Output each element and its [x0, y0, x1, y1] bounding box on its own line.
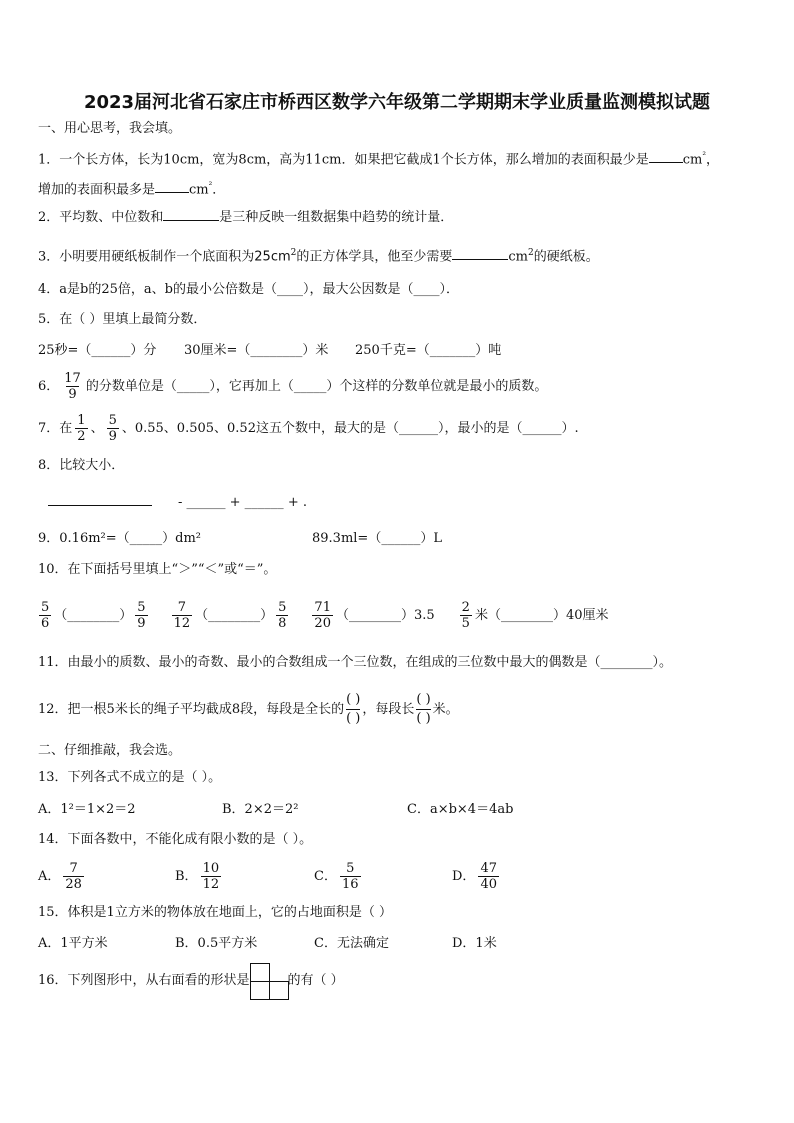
- question-9-item-a: 9．0.16m²=（_____）dm²: [38, 531, 202, 546]
- option-d[interactable]: D． $\frac{47}{40}$: [452, 861, 497, 892]
- fraction-blank[interactable]: ( ) ( ): [416, 692, 431, 726]
- question-13: 13．下列各式不成立的是（ ）。: [38, 770, 222, 785]
- question-3: 3．小明要用硬纸板制作一个底面积为$25cm^2$的正方体学具，他至少需要 $cm^2$的硬纸板。: [38, 248, 599, 265]
- fraction-blank[interactable]: ( ) ( ): [346, 692, 361, 726]
- option-b[interactable]: B．0.5平方米: [175, 936, 258, 951]
- fraction: $\frac{17}{9}$: [64, 371, 81, 402]
- option-a[interactable]: A．1平方米: [38, 936, 108, 951]
- comparison-item: $\frac{2}{5}$ 米（________）40厘米: [461, 600, 609, 631]
- option-a[interactable]: A．1²＝1×2＝2: [38, 802, 136, 817]
- question-1-line-1: 1．一个长方体，长为10cm，宽为8cm，高为11cm．如果把它截成1个长方体，那么增加的表面积最少是 $cm^{^2}$，: [38, 151, 719, 168]
- comparison-item: $\frac{7}{12}$ （________） $\frac{5}{8}$: [173, 600, 287, 631]
- question-6: 6． $\frac{17}{9}$ 的分数单位是（_____），它再加上（_____）个这样的分数单位就是最小的质数。: [38, 371, 548, 402]
- option-b[interactable]: B．2×2＝2²: [222, 802, 299, 817]
- question-8: 8．比较大小．: [38, 458, 125, 473]
- question-10: 10．在下面括号里填上“＞”“＜”或“＝”。: [38, 562, 277, 577]
- question-2: 2．平均数、中位数和 是三种反映一组数据集中趋势的统计量．: [38, 207, 453, 227]
- question-14: 14．下面各数中，不能化成有限小数的是（ ）。: [38, 832, 313, 847]
- option-c[interactable]: C．无法确定: [314, 936, 389, 951]
- question-8-comparison: - ______ + ______ + .: [48, 492, 307, 512]
- answer-blank[interactable]: [452, 246, 508, 260]
- option-c[interactable]: C．a×b×4＝4ab: [407, 802, 514, 817]
- question-5-item-a: 25秒=（______）分: [38, 343, 157, 358]
- comparison-item: $\frac{5}{6}$ （________） $\frac{5}{9}$: [41, 600, 146, 631]
- answer-blank[interactable]: [155, 179, 189, 193]
- question-5-item-c: 250千克=（_______）吨: [355, 343, 502, 358]
- section-1-heading: 一、用心思考，我会填。: [38, 121, 182, 136]
- question-12: 12．把一根5米长的绳子平均截成8段，每段是全长的 ( ) ( ) ，每段长 ( ) ( ) 米。: [38, 692, 459, 726]
- question-16: 16．下列图形中，从右面看的形状是 的有（ ）: [38, 962, 344, 1000]
- answer-blank[interactable]: [48, 492, 152, 506]
- comparison-item: $\frac{71}{20}$ （________）3.5: [314, 600, 435, 631]
- shape-grid-figure: [250, 963, 288, 999]
- answer-blank[interactable]: [163, 207, 219, 221]
- question-7: 7．在 $\frac{1}{2}$ 、 $\frac{5}{9}$ 、0.55、0.505、0.52这五个数中，最大的是（______），最小的是（______）.: [38, 413, 579, 444]
- question-1-line-2: 增加的表面积最多是 $cm^{^2}$．: [38, 181, 226, 198]
- option-c[interactable]: C． $\frac{5}{16}$: [314, 861, 359, 892]
- answer-blank[interactable]: [649, 149, 683, 163]
- question-11: 11．由最小的质数、最小的奇数、最小的合数组成一个三位数，在组成的三位数中最大的偶数是（________）。: [38, 655, 673, 670]
- fraction: $\frac{5}{9}$: [108, 413, 117, 444]
- option-b[interactable]: B． $\frac{10}{12}$: [175, 861, 220, 892]
- question-5-item-b: 30厘米=（________）米: [184, 343, 329, 358]
- option-a[interactable]: A． $\frac{7}{28}$: [38, 861, 82, 892]
- page-title: 2023届河北省石家庄市桥西区数学六年级第二学期期末学业质量监测模拟试题: [83, 92, 711, 113]
- question-9-item-b: 89.3ml=（______）L: [312, 531, 442, 546]
- question-5: 5．在（ ）里填上最简分数．: [38, 312, 207, 327]
- section-2-heading: 二、仔细推敲，我会选。: [38, 743, 182, 758]
- question-10-items: [36, 598, 608, 634]
- fraction: $\frac{1}{2}$: [77, 413, 86, 444]
- question-15: 15．体积是1立方米的物体放在地面上，它的占地面积是（ ）: [38, 905, 392, 920]
- option-d[interactable]: D．1米: [452, 936, 497, 951]
- question-4: 4．a是b的25倍，a、b的最小公倍数是（____），最大公因数是（____）．: [38, 282, 459, 297]
